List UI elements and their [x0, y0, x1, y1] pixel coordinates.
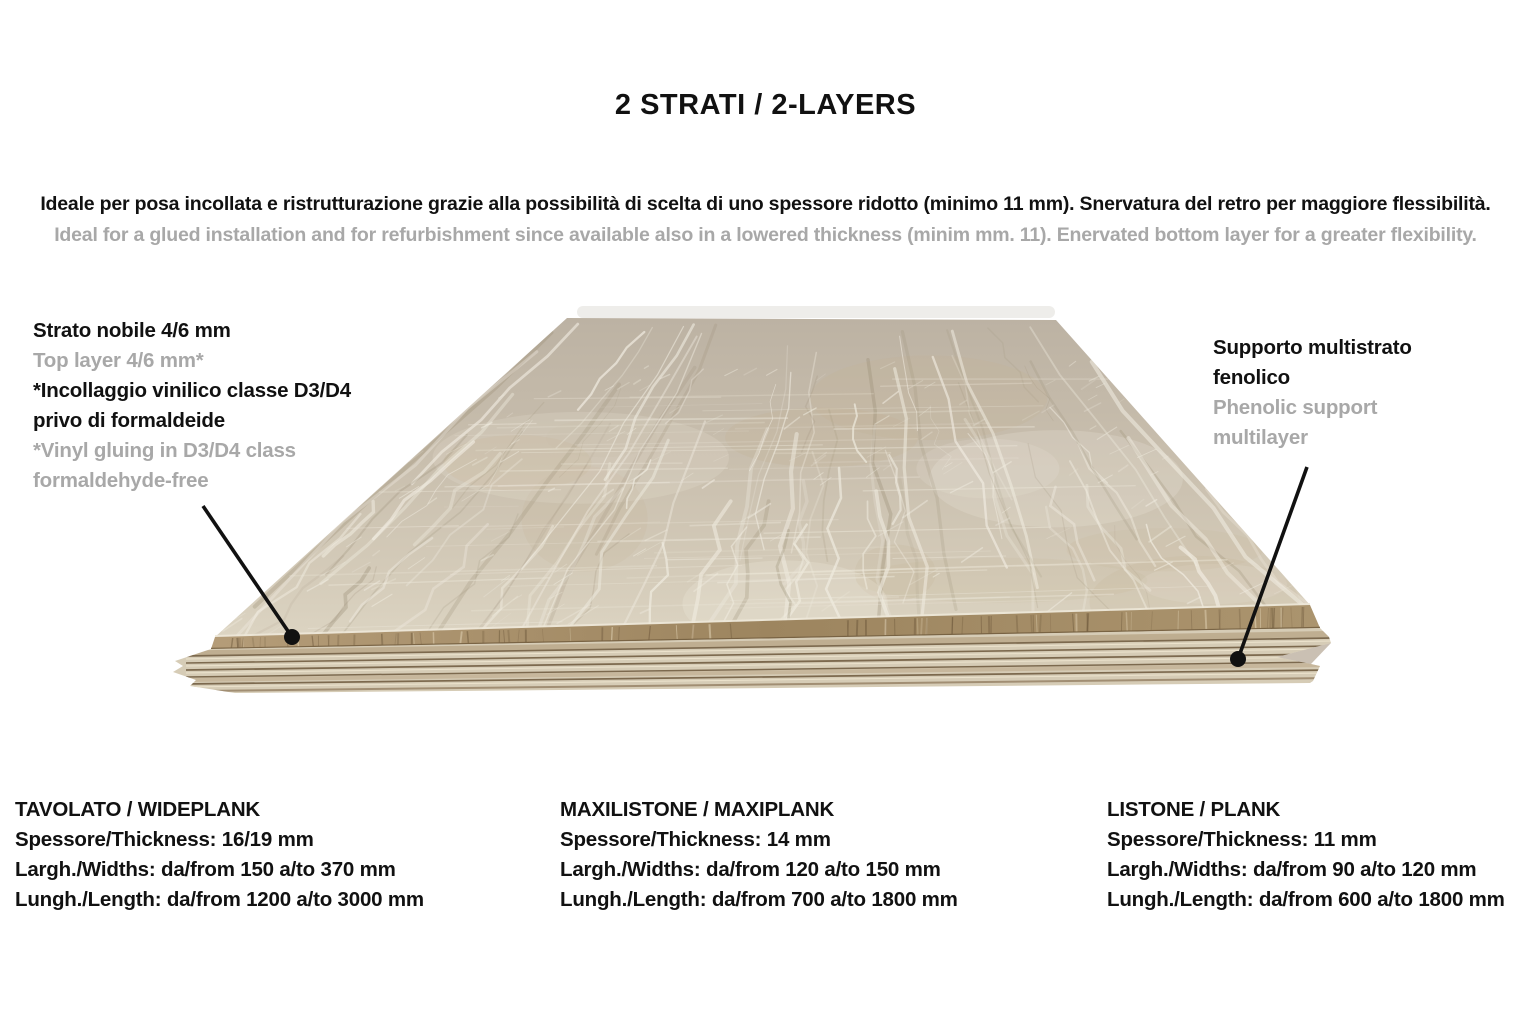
spec-title: MAXILISTONE / MAXIPLANK [560, 798, 835, 821]
page-title: 2 STRATI / 2-LAYERS [614, 89, 917, 121]
spec-title: TAVOLATO / WIDEPLANK [15, 798, 261, 821]
support-label-italian: Supporto multistrato fenolico [1213, 336, 1412, 389]
top-layer-label-italian: Strato nobile 4/6 mm [33, 319, 231, 342]
support-label-english: Phenolic support multilayer [1213, 396, 1378, 449]
spec-title: LISTONE / PLANK [1107, 798, 1281, 821]
spec-thickness: Spessore/Thickness: 14 mm [560, 828, 831, 851]
intro-text-english: Ideal for a glued installation and for refurbishment since available also in a lowered thickness (minim mm. 11). Enervated bottom layer for a greater flexibility. [54, 224, 1477, 246]
photo-back-haze [577, 306, 1055, 318]
top-layer-marker-dot [284, 629, 300, 645]
intro-text-italian: Ideale per posa incollata e ristrutturazione grazie alla possibilità di scelta di uno spessore ridotto (minimo 11 mm). Snervatura del retro per maggiore flessibilità. [40, 193, 1491, 215]
spec-lengths: Lungh./Length: da/from 1200 a/to 3000 mm [15, 888, 424, 911]
spec-lengths: Lungh./Length: da/from 600 a/to 1800 mm [1107, 888, 1505, 911]
spec-thickness: Spessore/Thickness: 16/19 mm [15, 828, 314, 851]
spec-widths: Largh./Widths: da/from 120 a/to 150 mm [560, 858, 941, 881]
annotation-top-layer [33, 316, 405, 496]
spec-thickness: Spessore/Thickness: 11 mm [1107, 828, 1377, 851]
spec-column-plank [1107, 795, 1505, 915]
annotation-support [1213, 333, 1433, 453]
spec-lengths: Lungh./Length: da/from 700 a/to 1800 mm [560, 888, 958, 911]
spec-widths: Largh./Widths: da/from 90 a/to 120 mm [1107, 858, 1477, 881]
intro-paragraph [0, 189, 1531, 251]
spec-column-maxiplank [560, 795, 958, 915]
spec-column-wideplank [15, 795, 424, 915]
gluing-note-english: *Vinyl gluing in D3/D4 class formaldehyde-free [33, 439, 296, 492]
gluing-note-italian: *Incollaggio vinilico classe D3/D4 privo di formaldeide [33, 379, 351, 432]
top-layer-label-english: Top layer 4/6 mm* [33, 349, 204, 372]
spec-widths: Largh./Widths: da/from 150 a/to 370 mm [15, 858, 396, 881]
support-marker-dot [1230, 651, 1246, 667]
